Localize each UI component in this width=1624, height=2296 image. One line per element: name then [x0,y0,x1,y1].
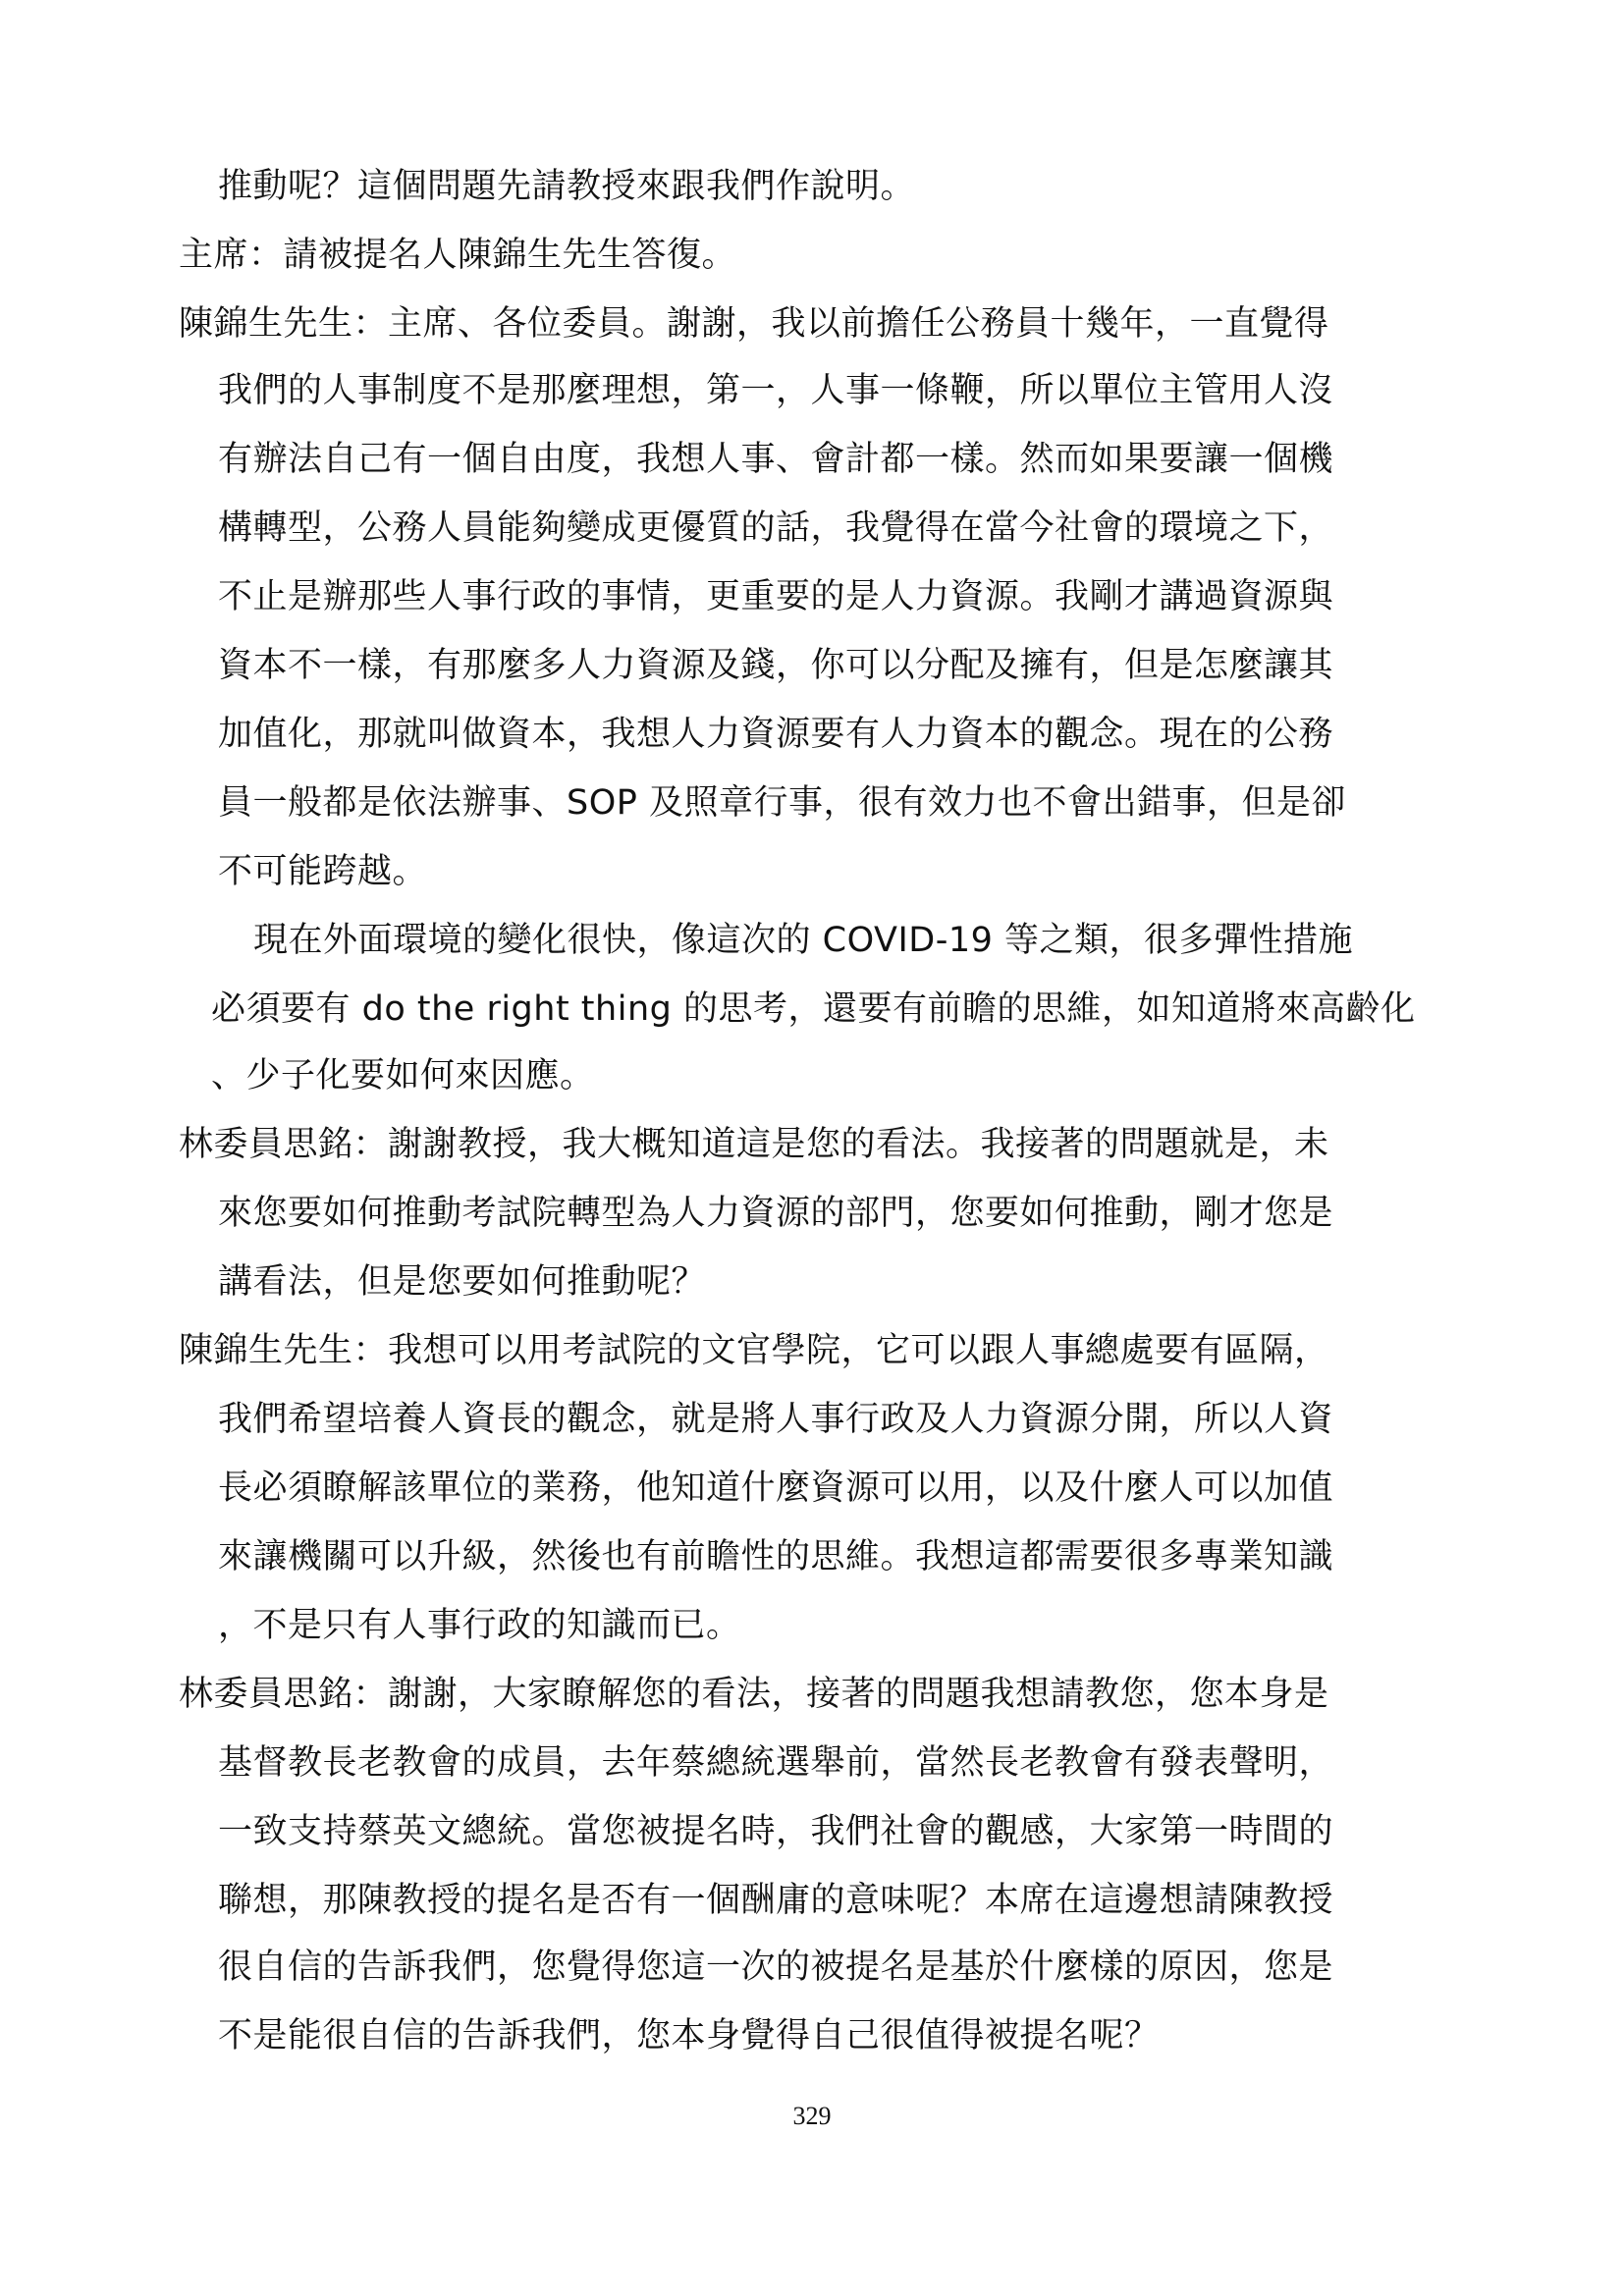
text-line: 一致支持蔡英文總統。當您被提名時，我們社會的觀感，大家第一時間的 [218,1812,1334,1851]
text-line: 林委員思銘：謝謝教授，我大概知道這是您的看法。我接著的問題就是，未 [179,1125,1329,1164]
text-line: 林委員思銘：謝謝，大家瞭解您的看法，接著的問題我想請教您，您本身是 [179,1675,1329,1714]
text-line: 基督教長老教會的成員，去年蔡總統選舉前，當然長老教會有發表聲明， [218,1743,1334,1783]
text-line: 我們的人事制度不是那麼理想，第一，人事一條鞭，所以單位主管用人沒 [218,371,1334,410]
text-line: ，不是只有人事行政的知識而已。 [218,1606,741,1645]
text-line: 來您要如何推動考試院轉型為人力資源的部門，您要如何推動，剛才您是 [218,1194,1334,1233]
text-line: 不止是辦那些人事行政的事情，更重要的是人力資源。我剛才講過資源與 [218,577,1334,616]
text-line: 主席：請被提名人陳錦生先生答復。 [179,236,737,275]
text-line: 有辦法自己有一個自由度，我想人事、會計都一樣。然而如果要讓一個機 [218,440,1334,479]
text-line: 聯想，那陳教授的提名是否有一個酬庸的意味呢？本席在這邊想請陳教授 [218,1881,1334,1920]
text-line: 長必須瞭解該單位的業務，他知道什麼資源可以用，以及什麼人可以加值 [218,1468,1334,1508]
text-line: 很自信的告訴我們，您覺得您這一次的被提名是基於什麼樣的原因，您是 [218,1948,1334,1987]
text-line: 不可能跨越。 [218,852,428,891]
text-line: 必須要有 do the right thing 的思考，還要有前瞻的思維，如知道將來高齡化 [211,989,1416,1029]
text-line: 陳錦生先生：我想可以用考試院的文官學院，它可以跟人事總處要有區隔， [179,1331,1329,1370]
text-line: 來讓機關可以升級，然後也有前瞻性的思維。我想這都需要很多專業知識 [218,1537,1334,1576]
page-number: 329 [792,2102,832,2130]
text-line: 現在外面環境的變化很快，像這次的 COVID-19 等之類，很多彈性措施 [253,921,1354,960]
text-line: 構轉型，公務人員能夠變成更優質的話，我覺得在當今社會的環境之下， [218,508,1334,548]
text-line: 、少子化要如何來因應。 [211,1056,595,1095]
text-line: 不是能很自信的告訴我們，您本身覺得自己很值得被提名呢？ [218,2016,1160,2056]
text-line: 資本不一樣，有那麼多人力資源及錢，你可以分配及擁有，但是怎麼讓其 [218,646,1334,685]
text-line: 我們希望培養人資長的觀念，就是將人事行政及人力資源分開，所以人資 [218,1400,1334,1439]
text-line: 員一般都是依法辦事、SOP 及照章行事，很有效力也不會出錯事，但是卻 [218,783,1346,823]
text-line: 推動呢？這個問題先請教授來跟我們作說明。 [218,167,916,206]
text-line: 陳錦生先生：主席、各位委員。謝謝，我以前擔任公務員十幾年，一直覺得 [179,304,1329,344]
text-line: 加值化，那就叫做資本，我想人力資源要有人力資本的觀念。現在的公務 [218,715,1334,754]
text-line: 講看法，但是您要如何推動呢？ [218,1262,707,1302]
